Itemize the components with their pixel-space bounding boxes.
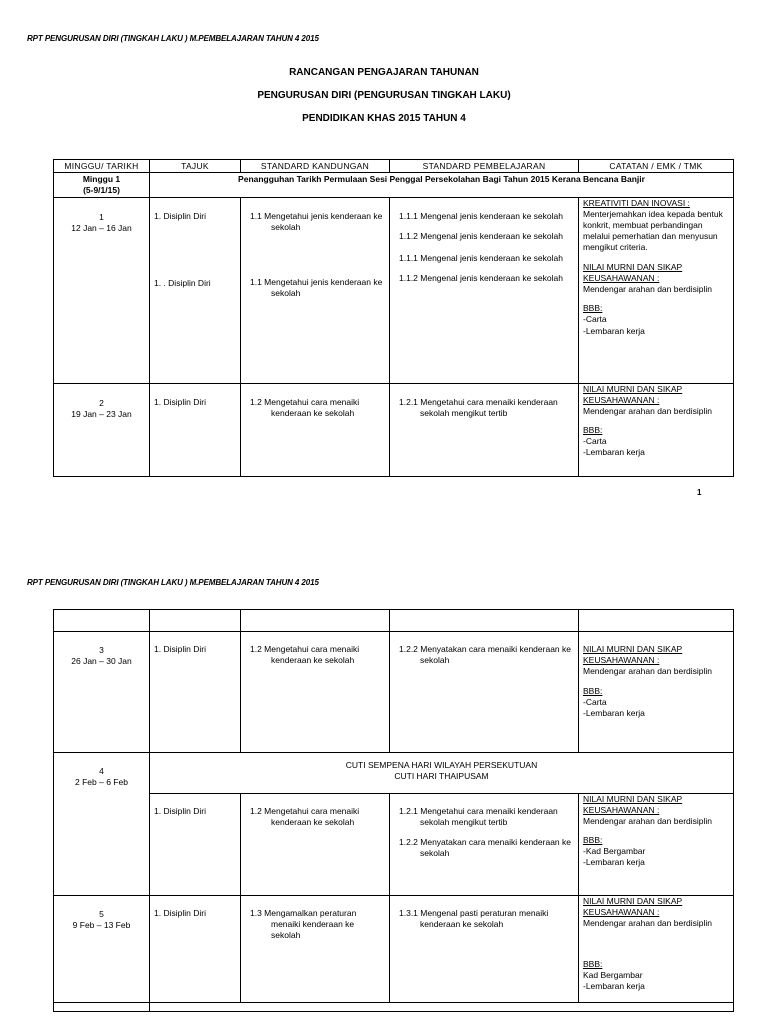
nilai-murni-heading: NILAI MURNI DAN SIKAP KEUSAHAWANAN : bbox=[583, 794, 683, 816]
tajuk-text: 1. Disiplin Diri bbox=[154, 211, 206, 222]
tajuk-cell bbox=[150, 632, 241, 753]
nilai-murni-heading: NILAI MURNI DAN SIKAP KEUSAHAWANAN : bbox=[583, 896, 683, 918]
nilai-murni-heading: NILAI MURNI DAN SIKAP KEUSAHAWANAN : bbox=[583, 262, 683, 284]
standard-pembelajaran-cell bbox=[390, 632, 579, 753]
col-header-catatan: CATATAN / EMK / TMK bbox=[579, 160, 734, 173]
sk-text: 1.2 Mengetahui cara menaiki kenderaan ke sekolah bbox=[250, 806, 360, 828]
week-cell bbox=[54, 896, 150, 1003]
col-header-standard-pembelajaran: STANDARD PEMBELAJARAN bbox=[390, 160, 579, 173]
document-subtitle: PENGURUSAN DIRI (PENGURUSAN TINGKAH LAKU) bbox=[257, 90, 511, 101]
week-cell bbox=[54, 198, 150, 384]
bbb-item: -Lembaran kerja bbox=[583, 981, 645, 992]
standard-pembelajaran-cell bbox=[390, 794, 579, 896]
bbb-item: -Carta bbox=[583, 436, 607, 447]
sk-text: 1.1 Mengetahui jenis kenderaan ke sekolah bbox=[250, 211, 383, 233]
tajuk-text: 1. Disiplin Diri bbox=[154, 806, 206, 816]
nilai-murni-text: Mendengar arahan dan berdisiplin bbox=[583, 666, 713, 677]
table-row bbox=[54, 896, 734, 1003]
week-number: 3 bbox=[99, 645, 104, 655]
standard-kandungan-cell bbox=[241, 198, 390, 384]
table-row bbox=[54, 610, 734, 632]
sp-text: 1.1.1 Mengenal jenis kenderaan ke sekolah bbox=[399, 211, 563, 222]
plan-table-page2 bbox=[53, 609, 734, 1012]
bbb-item: -Carta bbox=[583, 314, 607, 325]
col-header-minggu: MINGGU/ TARIKH bbox=[54, 160, 150, 173]
sk-text: 1.3 Mengamalkan peraturan menaiki kenderaan ke sekolah bbox=[250, 908, 357, 941]
bbb-item: -Carta bbox=[583, 697, 607, 708]
bbb-item: -Lembaran kerja bbox=[583, 708, 645, 719]
week-dates: 2 Feb – 6 Feb bbox=[75, 777, 128, 788]
week-cell bbox=[54, 753, 150, 896]
catatan-cell bbox=[579, 794, 734, 896]
week-cell bbox=[54, 384, 150, 477]
bbb-heading: BBB: bbox=[583, 686, 603, 697]
holiday-text: CUTI HARI THAIPUSAM bbox=[394, 771, 489, 782]
sk-text: 1.1 Mengetahui jenis kenderaan ke sekolah bbox=[250, 277, 383, 299]
standard-kandungan-cell bbox=[241, 384, 390, 477]
tajuk-cell bbox=[150, 384, 241, 477]
bbb-item: -Kad Bergambar bbox=[583, 846, 646, 857]
table-row bbox=[54, 632, 734, 753]
table-row bbox=[54, 173, 734, 198]
nilai-murni-heading: NILAI MURNI DAN SIKAP KEUSAHAWANAN : bbox=[583, 644, 683, 666]
empty-cell bbox=[150, 1003, 734, 1012]
document-subtitle-2: PENDIDIKAN KHAS 2015 TAHUN 4 bbox=[302, 113, 466, 124]
standard-pembelajaran-cell bbox=[390, 896, 579, 1003]
sp-text: 1.1.2 Mengenal jenis kenderaan ke sekolah bbox=[399, 273, 563, 284]
col-header-standard-kandungan: STANDARD KANDUNGAN bbox=[241, 160, 390, 173]
table-row bbox=[54, 1003, 734, 1012]
bbb-heading: BBB: bbox=[583, 303, 603, 314]
week-cell bbox=[54, 632, 150, 753]
document-title: RANCANGAN PENGAJARAN TAHUNAN bbox=[289, 67, 479, 78]
standard-kandungan-cell bbox=[241, 794, 390, 896]
tajuk-cell bbox=[150, 198, 241, 384]
tajuk-text: 1. Disiplin Diri bbox=[154, 397, 206, 408]
week-number: 2 bbox=[99, 398, 104, 409]
postponement-note: Penangguhan Tarikh Permulaan Sesi Penggal Persekolahan Bagi Tahun 2015 Kerana Bencana Banjir bbox=[150, 173, 734, 198]
tajuk-cell bbox=[150, 794, 241, 896]
week-number: 5 bbox=[99, 909, 104, 919]
nilai-murni-text: Mendengar arahan dan berdisiplin bbox=[583, 406, 713, 417]
table-row bbox=[54, 198, 734, 384]
bbb-item: -Lembaran kerja bbox=[583, 325, 645, 336]
sp-text: 1.2.1 Mengetahui cara menaiki kenderaan sekolah mengikut tertib bbox=[399, 806, 558, 828]
nilai-murni-text: Mendengar arahan dan berdisiplin bbox=[583, 918, 713, 929]
week-dates: 9 Feb – 13 Feb bbox=[72, 920, 131, 931]
sk-text: 1.2 Mengetahui cara menaiki kenderaan ke sekolah bbox=[250, 644, 360, 666]
catatan-cell bbox=[579, 384, 734, 477]
page-number: 1 bbox=[697, 488, 702, 497]
catatan-cell bbox=[579, 198, 734, 384]
tajuk-text: 1. Disiplin Diri bbox=[154, 908, 206, 918]
nilai-murni-text: Mendengar arahan dan berdisiplin bbox=[583, 816, 713, 827]
catatan-cell bbox=[579, 632, 734, 753]
week-number: 4 bbox=[99, 766, 104, 776]
bbb-heading: BBB: bbox=[583, 959, 603, 970]
week-dates: 19 Jan – 23 Jan bbox=[71, 409, 132, 420]
week-dates: 12 Jan – 16 Jan bbox=[71, 223, 132, 234]
empty-cell bbox=[150, 610, 241, 632]
bbb-heading: BBB: bbox=[583, 835, 603, 846]
sp-text: 1.2.1 Mengetahui cara menaiki kenderaan sekolah mengikut tertib bbox=[399, 397, 558, 419]
week-dates: (5-9/1/15) bbox=[83, 185, 120, 196]
week-number: 1 bbox=[99, 212, 104, 223]
sp-text: 1.3.1 Mengenal pasti peraturan menaiki kenderaan ke sekolah bbox=[399, 908, 549, 930]
col-header-tajuk: TAJUK bbox=[150, 160, 241, 173]
empty-cell bbox=[241, 610, 390, 632]
standard-pembelajaran-cell bbox=[390, 198, 579, 384]
standard-pembelajaran-cell bbox=[390, 384, 579, 477]
empty-cell bbox=[390, 610, 579, 632]
week-label: Minggu 1 bbox=[82, 174, 121, 185]
sp-text: 1.2.2 Menyatakan cara menaiki kenderaan ke sekolah bbox=[399, 837, 571, 859]
standard-kandungan-cell bbox=[241, 896, 390, 1003]
tajuk-text: 1. Disiplin Diri bbox=[154, 644, 206, 654]
table-row bbox=[54, 794, 734, 896]
sp-text: 1.2.2 Menyatakan cara menaiki kenderaan ke sekolah bbox=[399, 644, 571, 666]
tajuk-text: 1. . Disiplin Diri bbox=[154, 278, 211, 289]
table-row bbox=[54, 753, 734, 794]
sp-text: 1.1.1 Mengenal jenis kenderaan ke sekolah bbox=[399, 253, 563, 264]
sk-text: 1.2 Mengetahui cara menaiki kenderaan ke sekolah bbox=[250, 397, 360, 419]
sp-text: 1.1.2 Mengenal jenis kenderaan ke sekolah bbox=[399, 231, 563, 242]
bbb-item: -Lembaran kerja bbox=[583, 857, 645, 868]
catatan-cell bbox=[579, 896, 734, 1003]
table-header-row bbox=[54, 160, 734, 173]
nilai-murni-text: Mendengar arahan dan berdisiplin bbox=[583, 284, 713, 295]
kreativiti-text: Menterjemahkan idea kepada bentuk konkrit, membuat perbandingan melalui pemerhatian dan menyusun mengikut criteria. bbox=[583, 209, 723, 253]
holiday-note bbox=[150, 753, 734, 794]
table-row bbox=[54, 384, 734, 477]
running-header: RPT PENGURUSAN DIRI (TINGKAH LAKU ) M.PEMBELAJARAN TAHUN 4 2015 bbox=[27, 578, 319, 587]
holiday-text: CUTI SEMPENA HARI WILAYAH PERSEKUTUAN bbox=[345, 760, 538, 770]
empty-cell bbox=[579, 610, 734, 632]
plan-table-page1 bbox=[53, 159, 734, 477]
empty-cell bbox=[54, 610, 150, 632]
bbb-item: -Lembaran kerja bbox=[583, 447, 645, 458]
kreativiti-heading: KREATIVITI DAN INOVASI : bbox=[583, 198, 690, 209]
week-dates: 26 Jan – 30 Jan bbox=[71, 656, 132, 667]
empty-cell bbox=[54, 1003, 150, 1012]
standard-kandungan-cell bbox=[241, 632, 390, 753]
bbb-heading: BBB: bbox=[583, 425, 603, 436]
tajuk-cell bbox=[150, 896, 241, 1003]
running-header: RPT PENGURUSAN DIRI (TINGKAH LAKU ) M.PEMBELAJARAN TAHUN 4 2015 bbox=[27, 34, 319, 43]
nilai-murni-heading: NILAI MURNI DAN SIKAP KEUSAHAWANAN : bbox=[583, 384, 683, 406]
bbb-item: Kad Bergambar bbox=[583, 970, 643, 981]
week-cell bbox=[54, 173, 150, 198]
